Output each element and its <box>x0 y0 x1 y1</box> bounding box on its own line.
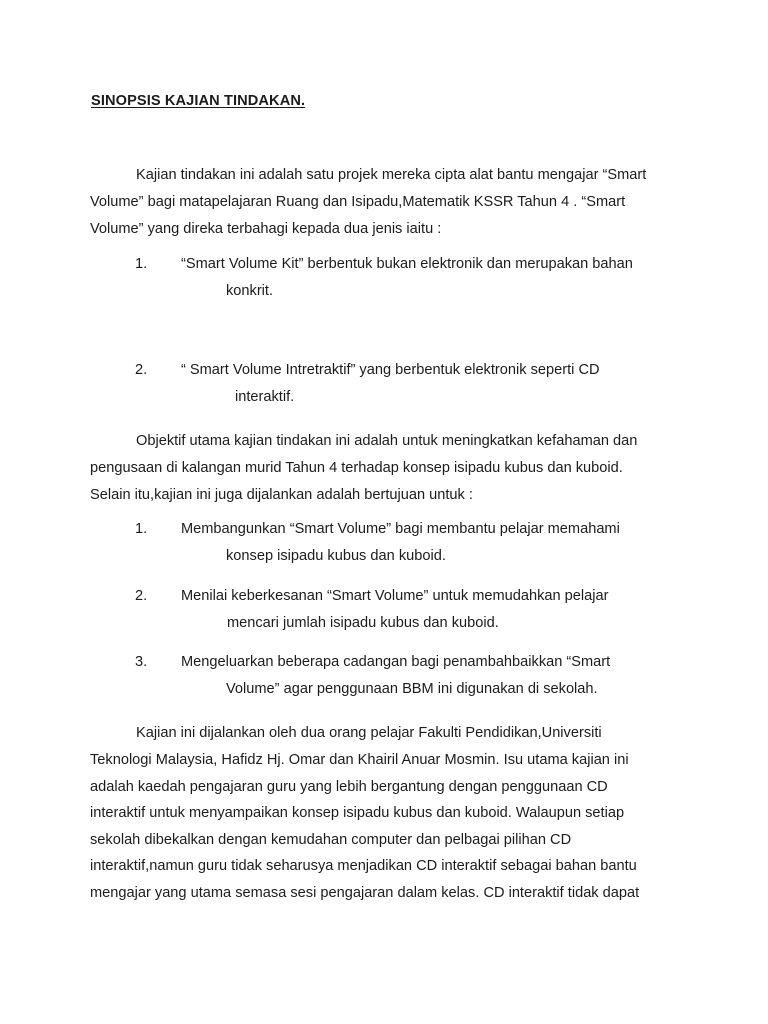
list-number: 3. <box>135 654 148 670</box>
objective-line: Selain itu,kajian ini juga dijalankan adalah bertujuan untuk : <box>90 487 473 503</box>
background-line: interaktif,namun guru tidak seharusya menjadikan CD interaktif sebagai bahan bantu <box>90 858 637 874</box>
list-text: Mengeluarkan beberapa cadangan bagi penambahbaikkan “Smart <box>181 654 611 670</box>
background-line: interaktif untuk menyampaikan konsep isipadu kubus dan kuboid. Walaupun setiap <box>90 805 625 821</box>
background-line: Kajian ini dijalankan oleh dua orang pelajar Fakulti Pendidikan,Universiti <box>136 725 602 741</box>
objective-line: pengusaan di kalangan murid Tahun 4 terhadap konsep isipadu kubus dan kuboid. <box>90 460 623 476</box>
intro-line: Volume” bagi matapelajaran Ruang dan Isipadu,Matematik KSSR Tahun 4 . “Smart <box>90 194 626 210</box>
list-number: 2. <box>135 588 148 604</box>
list-text: “ Smart Volume Intretraktif” yang berbentuk elektronik seperti CD <box>181 362 600 378</box>
list-text: “Smart Volume Kit” berbentuk bukan elektronik dan merupakan bahan <box>181 256 633 272</box>
list-number: 2. <box>135 362 148 378</box>
list-text: Menilai keberkesanan “Smart Volume” untuk memudahkan pelajar <box>181 588 609 604</box>
list-text-continued: mencari jumlah isipadu kubus dan kuboid. <box>227 615 499 631</box>
list-text-continued: Volume” agar penggunaan BBM ini digunakan di sekolah. <box>226 681 598 697</box>
background-line: Teknologi Malaysia, Hafidz Hj. Omar dan Khairil Anuar Mosmin. Isu utama kajian ini <box>90 752 629 768</box>
list-text-continued: interaktif. <box>235 389 295 405</box>
list-number: 1. <box>135 256 148 272</box>
background-line: adalah kaedah pengajaran guru yang lebih bergantung dengan penggunaan CD <box>90 779 608 795</box>
list-text-continued: konkrit. <box>226 283 274 299</box>
list-number: 1. <box>135 521 148 537</box>
objective-line: Objektif utama kajian tindakan ini adalah untuk meningkatkan kefahaman dan <box>136 433 638 449</box>
list-text: Membangunkan “Smart Volume” bagi membantu pelajar memahami <box>181 521 620 537</box>
intro-line: Kajian tindakan ini adalah satu projek mereka cipta alat bantu mengajar “Smart <box>136 167 647 183</box>
document-title: SINOPSIS KAJIAN TINDAKAN. <box>91 93 306 109</box>
background-line: mengajar yang utama semasa sesi pengajaran dalam kelas. CD interaktif tidak dapat <box>90 885 640 901</box>
list-text-continued: konsep isipadu kubus dan kuboid. <box>226 548 446 564</box>
intro-line: Volume” yang direka terbahagi kepada dua jenis iaitu : <box>90 221 442 237</box>
background-line: sekolah dibekalkan dengan kemudahan computer dan pelbagai pilihan CD <box>90 832 572 848</box>
